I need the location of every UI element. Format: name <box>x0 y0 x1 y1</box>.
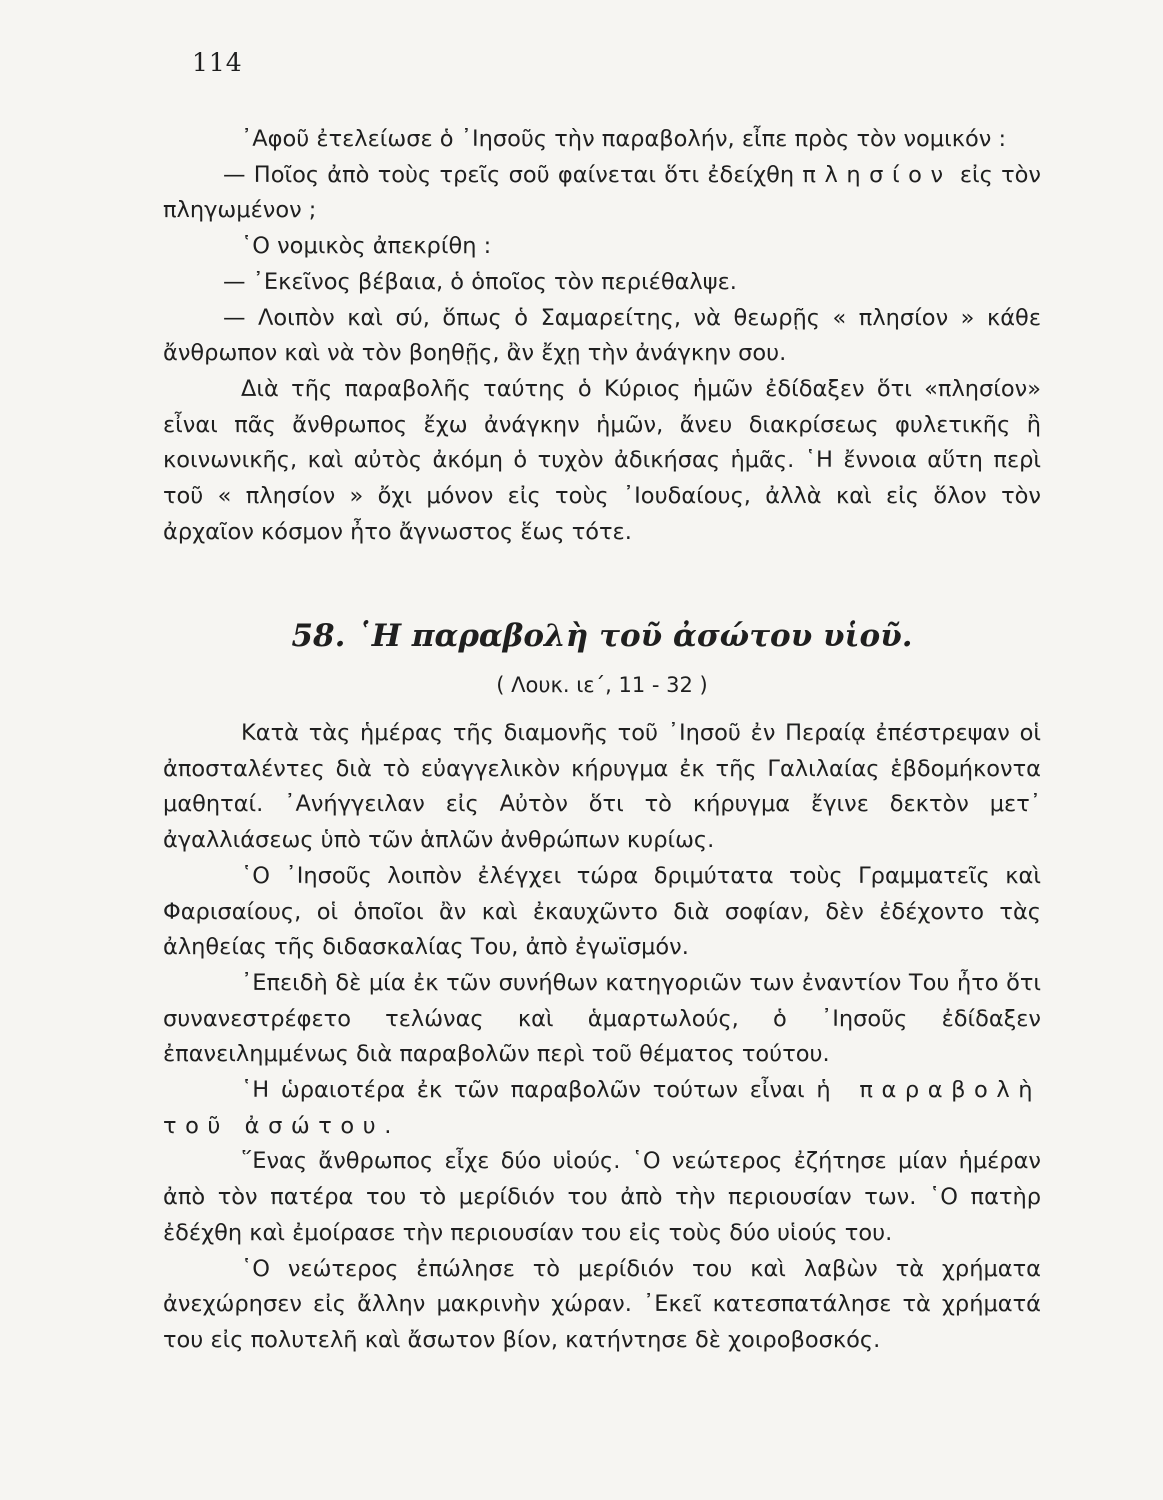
paragraph: Διὰ τῆς παραβολῆς ταύτης ὁ Κύριος ἡμῶν ἐδίδαξεν ὅτι «πλησίον» εἶναι πᾶς ἄνθρωπος ἔχω ἀνάγκην ἡμῶν, ἄνευ διακρίσεως φυλετικῆς ἢ κοινωνικῆς, καὶ αὐτὸς ἀκόμη ὁ τυχὸν ἀδικήσας ἡμᾶς. ῾Η ἔννοια αὕτη περὶ τοῦ « πλησίον » ὄχι μόνον εἰς τοὺς ᾿Ιουδαίους, ἀλλὰ καὶ εἰς ὅλον τὸν ἀρχαῖον κόσμον ἦτο ἄγνωστος ἕως τότε. <box>163 375 1041 545</box>
section-title: 58. ῾Η παραβολὴ τοῦ ἀσώτου υἱοῦ. <box>291 618 913 654</box>
paragraph: ῞Ενας ἄνθρωπος εἶχε δύο υἱούς. ῾Ο νεώτερος ἐζήτησε μίαν ἡμέραν ἀπὸ τὸν πατέρα του τὸ μερίδιόν του ἀπὸ τὴν περιουσίαν των. ῾Ο πατὴρ ἐδέχθη καὶ ἐμοίρασε τὴν περιουσίαν του εἰς τοὺς δύο υἱούς του. <box>163 1148 1041 1246</box>
paragraph: ῾Ο ᾿Ιησοῦς λοιπὸν ἐλέγχει τώρα δριμύτατα τοὺς Γραμματεῖς καὶ Φαρισαίους, οἱ ὁποῖοι ἂν καὶ ἐκαυχῶντο διὰ σοφίαν, δὲν ἐδέχοντο τὰς ἀληθείας τῆς διδασκαλίας Του, ἀπὸ ἐγωϊσμόν. <box>163 862 1041 961</box>
dialogue-line <box>163 158 1041 229</box>
paragraph-text: ῾Η ὡραιοτέρα ἐκ τῶν παραβολῶν τούτων εἶναι <box>241 1077 817 1104</box>
paragraph: ῾Ο νομικὸς ἀπεκρίθη : <box>241 233 492 260</box>
section-reference: ( Λουκ. ιε΄, 11 - 32 ) <box>496 673 708 697</box>
paragraph <box>163 1073 1041 1144</box>
emphasized-phrase: ἡ παραβολὴ τοῦ ἀσώτου. <box>163 1077 1042 1139</box>
paragraph: Κατὰ τὰς ἡμέρας τῆς διαμονῆς τοῦ ᾿Ιησοῦ ἐν Περαίᾳ ἐπέστρεψαν οἱ ἀποσταλέντες διὰ τὸ εὐαγγελικὸν κήρυγμα ἐκ τῆς Γαλιλαίας ἑβδομήκοντα μαθηταί. ᾿Ανήγγειλαν εἰς Αὐτὸν ὅτι τὸ κήρυγμα ἔγινε δεκτὸν μετ᾿ ἀγαλλιάσεως ὑπὸ τῶν ἁπλῶν ἀνθρώπων κυρίως. <box>163 720 1041 854</box>
emphasized-word: πλησίον <box>802 161 952 188</box>
paragraph: ᾿Αφοῦ ἐτελείωσε ὁ ᾿Ιησοῦς τὴν παραβολήν, εἶπε πρὸς τὸν νομικόν : <box>241 126 1007 152</box>
body-text <box>163 716 1041 1359</box>
dialogue-line: — Λοιπὸν καὶ σύ, ὅπως ὁ Σαμαρείτης, νὰ θεωρῇς « πλησίον » κάθε ἄνθρωπον καὶ νὰ τὸν βοηθῇς, ἂν ἔχῃ τὴν ἀνάγκην σου. <box>163 304 1041 367</box>
intro-text <box>163 122 1041 550</box>
dialogue-text: εἰς τὸν πληγωμένον ; <box>163 161 1041 224</box>
page-number: 114 <box>192 48 243 77</box>
paragraph: ῾Ο νεώτερος ἐπώλησε τὸ μερίδιόν του καὶ λαβὼν τὰ χρήματα ἀνεχώρησεν εἰς ἄλλην μακρινὴν χώραν. ᾿Εκεῖ κατεσπατάλησε τὰ χρήματά του εἰς πολυτελῆ καὶ ἄσωτον βίον, κατήντησε δὲ χοιροβοσκός. <box>163 1255 1041 1353</box>
paragraph: ᾿Επειδὴ δὲ μία ἐκ τῶν συνήθων κατηγοριῶν των ἐναντίον Του ἦτο ὅτι συνανεστρέφετο τελώνας καὶ ἁμαρτωλούς, ὁ ᾿Ιησοῦς ἐδίδαξεν ἐπανειλημμένως διὰ παραβολῶν περὶ τοῦ θέματος τούτου. <box>163 969 1041 1068</box>
dialogue-text: — Ποῖος ἀπὸ τοὺς τρεῖς σοῦ φαίνεται ὅτι ἐδείχθη <box>223 161 803 188</box>
dialogue-line: — ᾿Εκεῖνος βέβαια, ὁ ὁποῖος τὸν περιέθαλψε. <box>223 268 737 295</box>
